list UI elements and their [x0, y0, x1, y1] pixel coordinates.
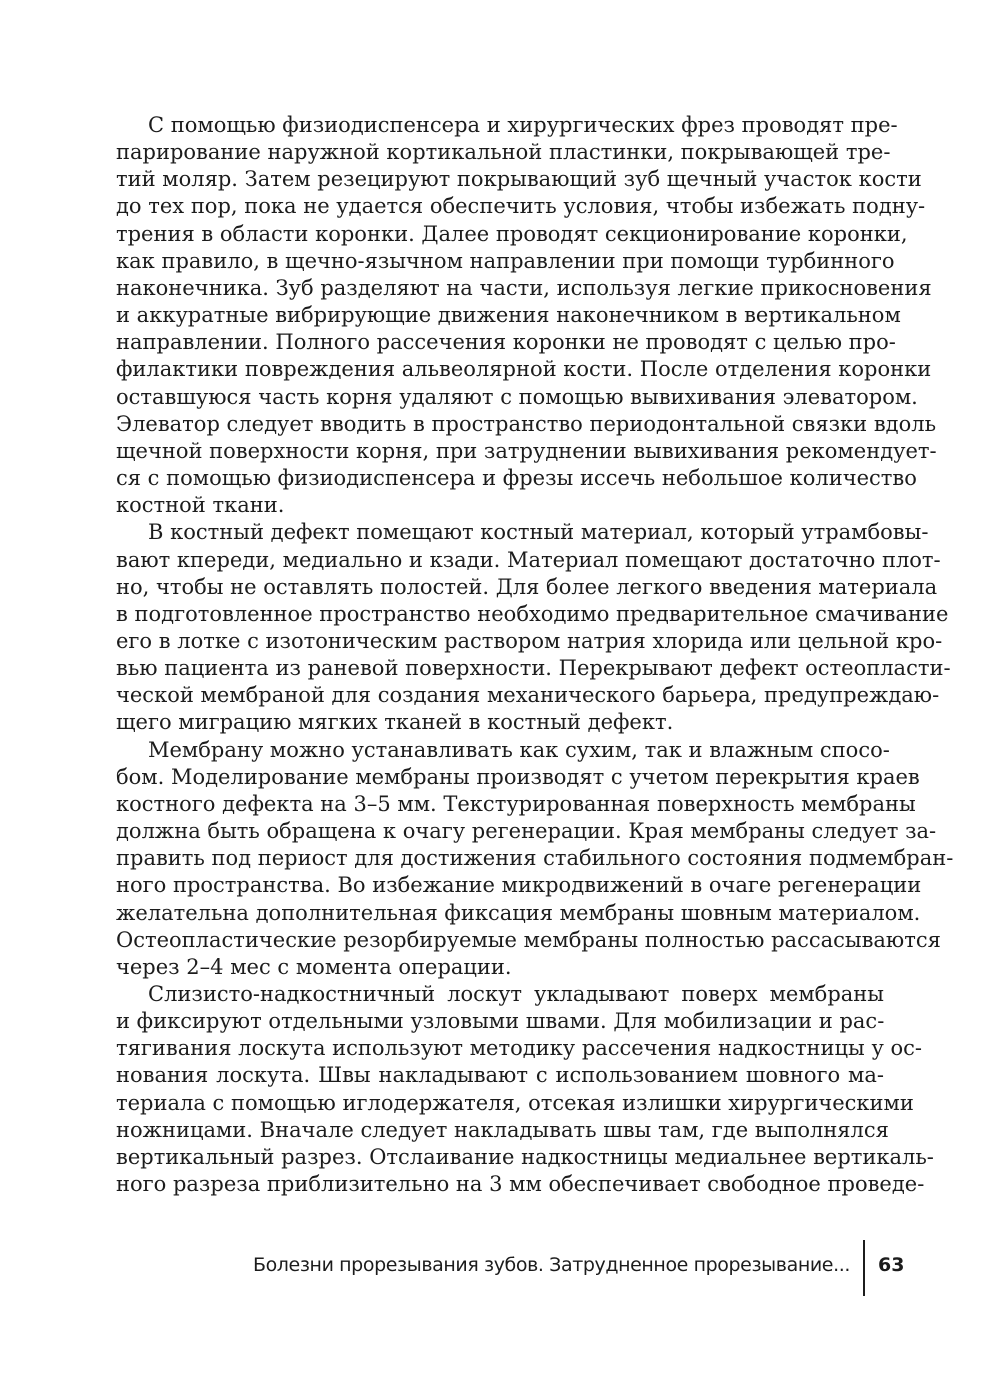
text-line: но, чтобы не оставлять полостей. Для более легкого введения материала — [116, 574, 938, 599]
text-line: ческой мембраной для создания механического барьера, предупреждаю- — [116, 683, 940, 708]
text-line: тягивания лоскута используют методику рассечения надкостницы у ос- — [116, 1036, 922, 1061]
text-line: направлении. Полного рассечения коронки не проводят с целью про- — [116, 330, 896, 355]
text-line: и фиксируют отдельными узловыми швами. Для мобилизации и рас- — [116, 1009, 885, 1034]
text-line: парирование наружной кортикальной пластинки, покрывающей тре- — [116, 140, 891, 165]
text-line: Элеватор следует вводить в пространство периодонтальной связки вдоль — [116, 411, 937, 436]
page-footer — [252, 1240, 905, 1296]
text-line: нования лоскута. Швы накладывают с использованием шовного ма- — [116, 1063, 884, 1088]
text-line: ножницами. Вначале следует накладывать швы там, где выполнялся — [116, 1117, 889, 1142]
text-line: ного пространства. Во избежание микродвижений в очаге регенерации — [116, 873, 922, 898]
body-text — [116, 112, 954, 1198]
text-line: вью пациента из раневой поверхности. Перекрывают дефект остеопласти- — [116, 656, 951, 681]
text-line: его в лотке с изотоническим раствором натрия хлорида или цельной кро- — [116, 628, 943, 653]
page-number: 63 — [878, 1254, 905, 1276]
text-line: териала с помощью иглодержателя, отсекая излишки хирургическими — [116, 1090, 914, 1115]
text-line: как правило, в щечно-язычном направлении при помощи турбинного — [116, 248, 895, 273]
text-line: править под периост для достижения стабильного состояния подмембран- — [116, 846, 954, 871]
paragraph — [116, 981, 934, 1198]
text-line: Мембрану можно устанавливать как сухим, так и влажным спосо- — [148, 737, 890, 762]
text-line: вают кпереди, медиально и кзади. Материал помещают достаточно плот- — [116, 547, 941, 572]
text-line: костной ткани. — [116, 493, 285, 518]
paragraph — [116, 519, 951, 736]
text-line: желательна дополнительная фиксация мембраны шовным материалом. — [116, 900, 921, 925]
text-line: до тех пор, пока не удается обеспечить условия, чтобы избежать подну- — [116, 194, 926, 219]
text-line: Слизисто-надкостничный лоскут укладывают поверх мембраны — [148, 982, 884, 1006]
text-line: щечной поверхности корня, при затруднении вывихивания рекомендует- — [116, 438, 937, 463]
text-line: бом. Моделирование мембраны производят с учетом перекрытия краев — [116, 764, 920, 789]
running-title: Болезни прорезывания зубов. Затрудненное прорезывание... — [252, 1254, 850, 1276]
text-line: наконечника. Зуб разделяют на части, используя легкие прикосновения — [116, 275, 932, 300]
text-line: через 2–4 мес с момента операции. — [116, 954, 512, 979]
text-line: костного дефекта на 3–5 мм. Текстурированная поверхность мембраны — [116, 791, 916, 816]
text-line: филактики повреждения альвеолярной кости. После отделения коронки — [116, 357, 932, 382]
text-line: и аккуратные вибрирующие движения наконечником в вертикальном — [116, 303, 901, 328]
text-line: ного разреза приблизительно на 3 мм обеспечивает свободное проведе- — [116, 1172, 925, 1197]
text-line: Остеопластические резорбируемые мембраны полностью рассасываются — [116, 927, 941, 952]
footer-divider — [863, 1240, 865, 1296]
text-line: трения в области коронки. Далее проводят секционирование коронки, — [116, 221, 908, 246]
text-line: В костный дефект помещают костный материал, который утрамбовы- — [148, 520, 929, 545]
text-line: в подготовленное пространство необходимо предварительное смачивание — [116, 601, 949, 626]
text-line: вертикальный разрез. Отслаивание надкостницы медиальнее вертикаль- — [116, 1144, 934, 1169]
text-line: должна быть обращена к очагу регенерации. Края мембраны следует за- — [116, 819, 937, 844]
text-line: тий моляр. Затем резецируют покрывающий зуб щечный участок кости — [116, 167, 922, 192]
text-line: С помощью физиодиспенсера и хирургических фрез проводят пре- — [148, 113, 898, 137]
paragraph — [116, 737, 954, 981]
paragraph — [116, 112, 937, 519]
text-line: ся с помощью физиодиспенсера и фрезы иссечь небольшое количество — [116, 466, 917, 491]
text-line: оставшуюся часть корня удаляют с помощью вывихивания элеватором. — [116, 384, 918, 409]
text-line: щего миграцию мягких тканей в костный дефект. — [116, 710, 674, 735]
